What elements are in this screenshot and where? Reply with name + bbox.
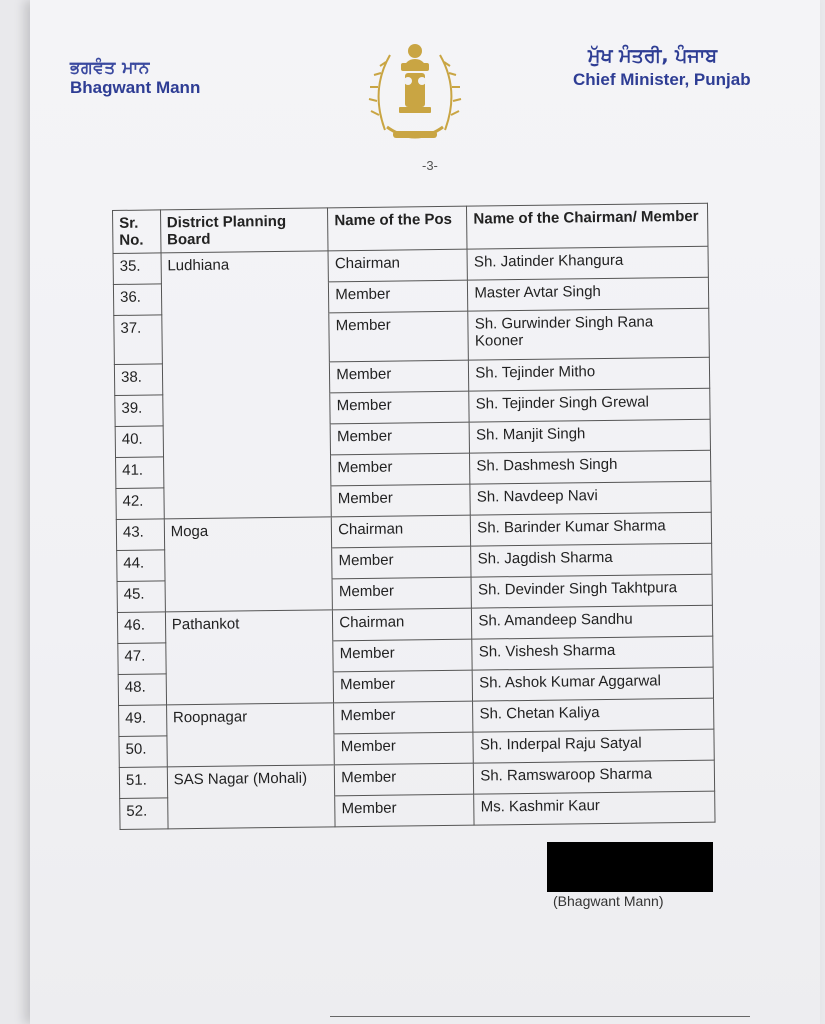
page-number: -3-: [422, 158, 438, 173]
member-name-cell: Sh. Dashmesh Singh: [470, 450, 711, 484]
sr-no-cell: 51.: [119, 767, 167, 799]
member-name-cell: Sh. Vishesh Sharma: [472, 636, 713, 670]
member-name-cell: Sh. Ramswaroop Sharma: [474, 760, 715, 794]
header-member-name: Name of the Chairman/ Member: [467, 203, 708, 249]
sr-no-cell: 39.: [115, 395, 163, 427]
footer-divider: [330, 1016, 750, 1017]
table-row: [114, 308, 710, 364]
post-cell: Chairman: [328, 249, 467, 282]
member-name-cell: Ms. Kashmir Kaur: [474, 791, 715, 825]
post-cell: Member: [332, 577, 471, 610]
redacted-signature: [547, 842, 713, 892]
district-cell: [164, 548, 332, 581]
post-cell: Member: [331, 453, 470, 486]
district-cell: [167, 796, 335, 829]
district-cell: Moga: [164, 517, 332, 550]
post-cell: Member: [334, 701, 473, 734]
planning-board-table: [112, 203, 716, 830]
district-cell: [167, 734, 335, 767]
header-district: District Planning Board: [160, 208, 328, 253]
member-name-cell: Sh. Gurwinder Singh Rana Kooner: [468, 308, 709, 360]
sr-no-cell: 36.: [113, 284, 161, 316]
sr-no-cell: 35.: [113, 253, 161, 285]
district-cell: [166, 641, 334, 674]
table-header-row: [113, 203, 708, 253]
post-cell: Member: [333, 670, 472, 703]
member-name-cell: Sh. Ashok Kumar Aggarwal: [472, 667, 713, 701]
district-cell: Pathankot: [165, 610, 333, 643]
member-name-cell: Sh. Navdeep Navi: [470, 481, 711, 515]
member-name-cell: Sh. Jatinder Khangura: [467, 246, 708, 280]
sr-no-cell: 48.: [118, 674, 166, 706]
member-name-cell: Sh. Chetan Kaliya: [473, 698, 714, 732]
letterhead-title-punjabi: ਮੁੱਖ ਮੰਤਰੀ, ਪੰਜਾਬ: [588, 45, 718, 67]
post-cell: Member: [330, 422, 469, 455]
sr-no-cell: 50.: [119, 736, 167, 768]
sr-no-cell: 46.: [117, 612, 165, 644]
sr-no-cell: 42.: [116, 488, 164, 520]
sr-no-cell: 43.: [116, 519, 164, 551]
sr-no-cell: 52.: [120, 798, 168, 830]
district-cell: Ludhiana: [161, 251, 329, 284]
post-cell: Member: [334, 732, 473, 765]
post-cell: Chairman: [333, 608, 472, 641]
district-cell: [162, 362, 330, 395]
member-name-cell: Sh. Inderpal Raju Satyal: [473, 729, 714, 763]
header-post: Name of the Pos: [328, 206, 468, 251]
post-cell: Member: [332, 546, 471, 579]
sr-no-cell: 49.: [119, 705, 167, 737]
post-cell: Chairman: [332, 515, 471, 548]
district-cell: [166, 672, 334, 705]
sr-no-cell: 45.: [117, 581, 165, 613]
member-name-cell: Sh. Amandeep Sandhu: [472, 605, 713, 639]
district-cell: [164, 486, 332, 519]
member-name-cell: Sh. Jagdish Sharma: [471, 543, 712, 577]
post-cell: Member: [331, 484, 470, 517]
district-cell: SAS Nagar (Mohali): [167, 765, 335, 798]
post-cell: Member: [330, 360, 469, 393]
table-row: [120, 791, 715, 829]
member-name-cell: Sh. Tejinder Singh Grewal: [469, 388, 710, 422]
member-name-cell: Sh. Manjit Singh: [469, 419, 710, 453]
header-sr-no: Sr. No.: [113, 210, 161, 254]
post-cell: Member: [329, 280, 468, 313]
letterhead-name-english: Bhagwant Mann: [70, 78, 201, 97]
district-cell: [165, 579, 333, 612]
signatory-name: (Bhagwant Mann): [553, 893, 664, 909]
district-cell: [161, 282, 329, 315]
letterhead-title-english: Chief Minister, Punjab: [573, 70, 751, 89]
member-name-cell: Sh. Tejinder Mitho: [469, 357, 710, 391]
district-cell: [162, 393, 330, 426]
sr-no-cell: 41.: [116, 457, 164, 489]
member-name-cell: Sh. Barinder Kumar Sharma: [471, 512, 712, 546]
state-emblem-icon: [365, 35, 465, 153]
post-cell: Member: [329, 311, 469, 362]
sr-no-cell: 47.: [118, 643, 166, 675]
district-cell: Roopnagar: [166, 703, 334, 736]
sr-no-cell: 40.: [115, 426, 163, 458]
sr-no-cell: 37.: [114, 315, 162, 365]
sr-no-cell: 44.: [117, 550, 165, 582]
member-name-cell: Master Avtar Singh: [468, 277, 709, 311]
post-cell: Member: [330, 391, 469, 424]
district-cell: [163, 455, 331, 488]
post-cell: Member: [335, 763, 474, 796]
sr-no-cell: 38.: [114, 364, 162, 396]
member-name-cell: Sh. Devinder Singh Takhtpura: [471, 574, 712, 608]
post-cell: Member: [335, 794, 474, 827]
letterhead-name-punjabi: ਭਗਵੰਤ ਮਾਨ: [70, 58, 150, 78]
district-cell: [162, 313, 330, 364]
post-cell: Member: [333, 639, 472, 672]
district-cell: [163, 424, 331, 457]
